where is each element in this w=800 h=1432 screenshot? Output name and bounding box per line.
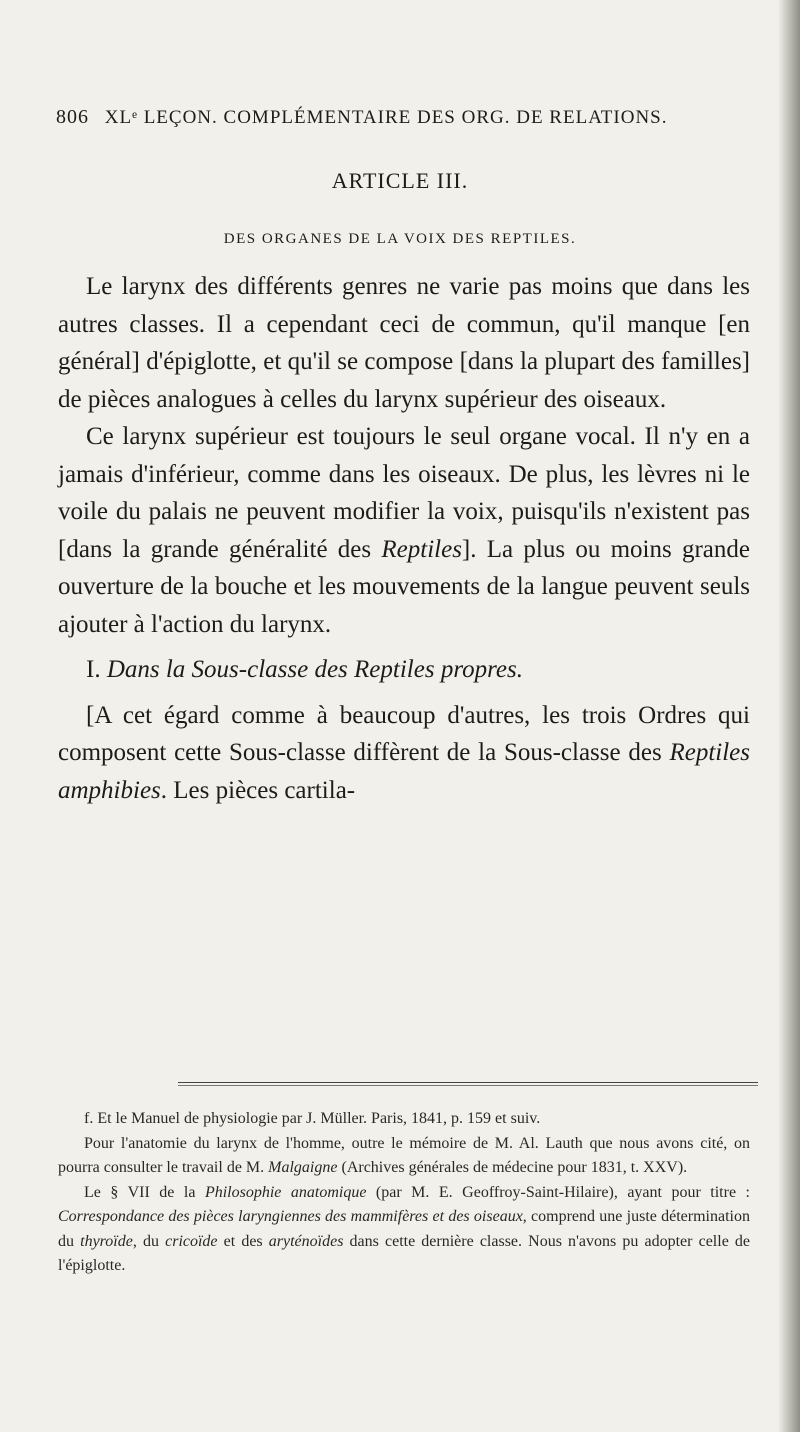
- running-title: XLᵉ LEÇON. COMPLÉMENTAIRE DES ORG. DE RELATIONS.: [104, 107, 668, 128]
- subsection-number: I.: [86, 656, 107, 683]
- article-title: ARTICLE III.: [331, 168, 469, 193]
- paragraph-2-text-a: Ce larynx supérieur est toujours le seul organe vocal. Il n'y en a jamais d'inférieur, comme dans les oiseaux. De plus, les lèvres ni le voile du palais ne peuvent modifier la voix, puisqu'ils n'existent pas [dans la grande généralité des: [58, 423, 750, 563]
- footnote-3-italic-1: Philosophie anatomique: [204, 1183, 367, 1201]
- subsection-heading: [58, 651, 750, 689]
- paragraph-3-italic: Reptiles amphibies: [58, 739, 750, 804]
- running-head: [56, 106, 756, 129]
- paragraph-3-text-a: [A cet égard comme à beaucoup d'autres, les trois Ordres qui composent cette Sous-classe diffèrent de la Sous-classe des: [58, 701, 750, 766]
- footnotes: [58, 1107, 750, 1279]
- paragraph-1: Le larynx des différents genres ne varie pas moins que dans les autres classes. Il a cependant ceci de commun, qu'il manque [en général] d'épiglotte, et qu'il se compose [dans la plupart des familles] de pièces analogues à celles du larynx supérieur des oiseaux.: [58, 273, 750, 413]
- paragraph-2-italic: Reptiles: [381, 535, 462, 563]
- footnote-3-text-f: dans cette dernière classe. Nous n'avons pu adopter celle de l'épiglotte.: [58, 1232, 751, 1274]
- footnote-3: [58, 1181, 750, 1279]
- footnote-2-italic: Malgaigne: [268, 1159, 338, 1176]
- page-number: 806: [56, 106, 89, 128]
- footnote-2-text-b: (Archives générales de médecine pour 1831, t. XXV).: [337, 1159, 688, 1176]
- paragraph-2: [58, 418, 750, 643]
- footnote-3-text-c: , comprend une juste détermination du: [58, 1208, 750, 1250]
- section-title: DES ORGANES DE LA VOIX DES REPTILES.: [223, 231, 577, 247]
- footnote-3-italic-3: thyroïde: [80, 1232, 133, 1250]
- footnote-divider: [178, 1082, 758, 1086]
- footnote-2-text-a: Pour l'anatomie du larynx de l'homme, outre le mémoire de M. Al. Lauth que nous avons cité, on pourra consulter le travail de M.: [58, 1134, 750, 1176]
- footnote-3-text-b: (par M. E. Geoffroy-Saint-Hilaire), ayant pour titre :: [366, 1183, 750, 1201]
- footnote-2: [58, 1132, 750, 1181]
- paragraph-3: [58, 697, 750, 810]
- subsection-title: Dans la Sous-classe des Reptiles propres.: [106, 656, 523, 683]
- footnote-1: f. Et le Manuel de physiologie par J. Müller. Paris, 1841, p. 159 et suiv.: [84, 1110, 541, 1127]
- footnote-3-italic-4: cricoïde: [165, 1232, 218, 1250]
- footnote-3-text-e: et des: [217, 1232, 269, 1250]
- footnote-3-text-a: Le § VII de la: [84, 1183, 205, 1201]
- paragraph-3-text-b: . Les pièces cartila-: [160, 776, 356, 804]
- footnote-3-italic-2: Correspondance des pièces laryngiennes des mammifères et des oiseaux: [58, 1208, 523, 1225]
- binding-shadow: [778, 0, 800, 1432]
- body-text: [58, 268, 750, 809]
- footnote-3-text-d: , du: [132, 1232, 166, 1250]
- footnote-3-italic-5: aryténoïdes: [268, 1232, 344, 1250]
- paragraph-2-text-b: ]. La plus ou moins grande ouverture de la bouche et les mouvements de la langue peuvent seuls ajouter à l'action du larynx.: [58, 535, 750, 638]
